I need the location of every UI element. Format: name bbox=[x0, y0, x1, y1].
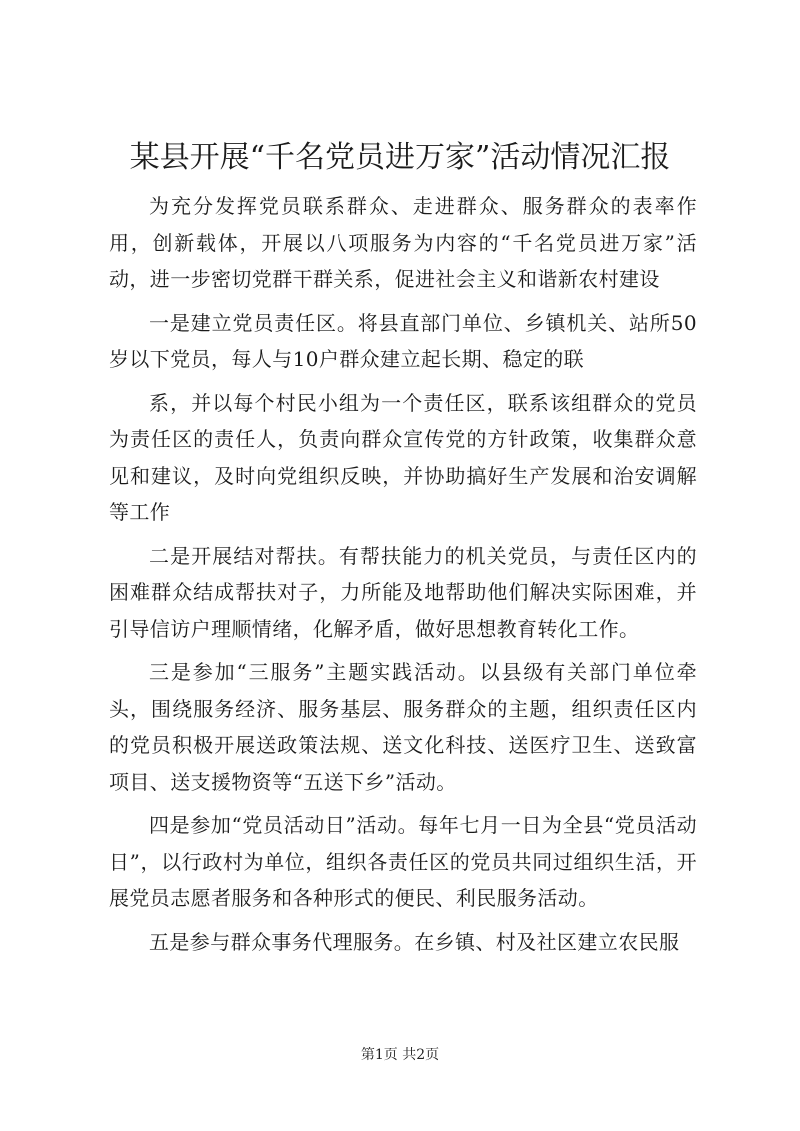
paragraph-intro: 为充分发挥党员联系群众、走进群众、服务群众的表率作用，创新载体，开展以八项服务为内容的“千名党员进万家”活动，进一步密切党群干群关系，促进社会主义和谐新农村建设 bbox=[109, 194, 697, 291]
paragraph-item-4: 四是参加“党员活动日”活动。每年七月一日为全县“党员活动日”，以行政村为单位，组织各责任区的党员共同过组织生活，开展党员志愿者服务和各种形式的便民、利民服务活动。 bbox=[109, 813, 697, 910]
paragraph-item-1: 一是建立党员责任区。将县直部门单位、乡镇机关、站所50岁以下党员，每人与10户群众建立起长期、稳定的联 bbox=[109, 310, 697, 371]
paragraph-item-3: 三是参加“三服务”主题实践活动。以县级有关部门单位牵头，围绕服务经济、服务基层、服务群众的主题，组织责任区内的党员积极开展送政策法规、送文化科技、送医疗卫生、送致富项目、送支援物资等“五送下乡”活动。 bbox=[109, 660, 697, 794]
paragraph-item-5: 五是参与群众事务代理服务。在乡镇、村及社区建立农民服 bbox=[149, 929, 680, 954]
page-footer: 第1页 共2页 bbox=[360, 1047, 440, 1063]
document-body bbox=[109, 188, 697, 967]
document-title: 某县开展“千名党员进万家”活动情况汇报 bbox=[129, 140, 671, 175]
paragraph-item-1-continued: 系，并以每个村民小组为一个责任区，联系该组群众的党员为责任区的责任人，负责向群众宣传党的方针政策，收集群众意见和建议，及时向党组织反映，并协助搞好生产发展和治安调解等工作 bbox=[109, 390, 697, 524]
paragraph-item-2: 二是开展结对帮扶。有帮扶能力的机关党员，与责任区内的困难群众结成帮扶对子，力所能及地帮助他们解决实际困难，并引导信访户理顺情绪，化解矛盾，做好思想教育转化工作。 bbox=[109, 543, 697, 641]
